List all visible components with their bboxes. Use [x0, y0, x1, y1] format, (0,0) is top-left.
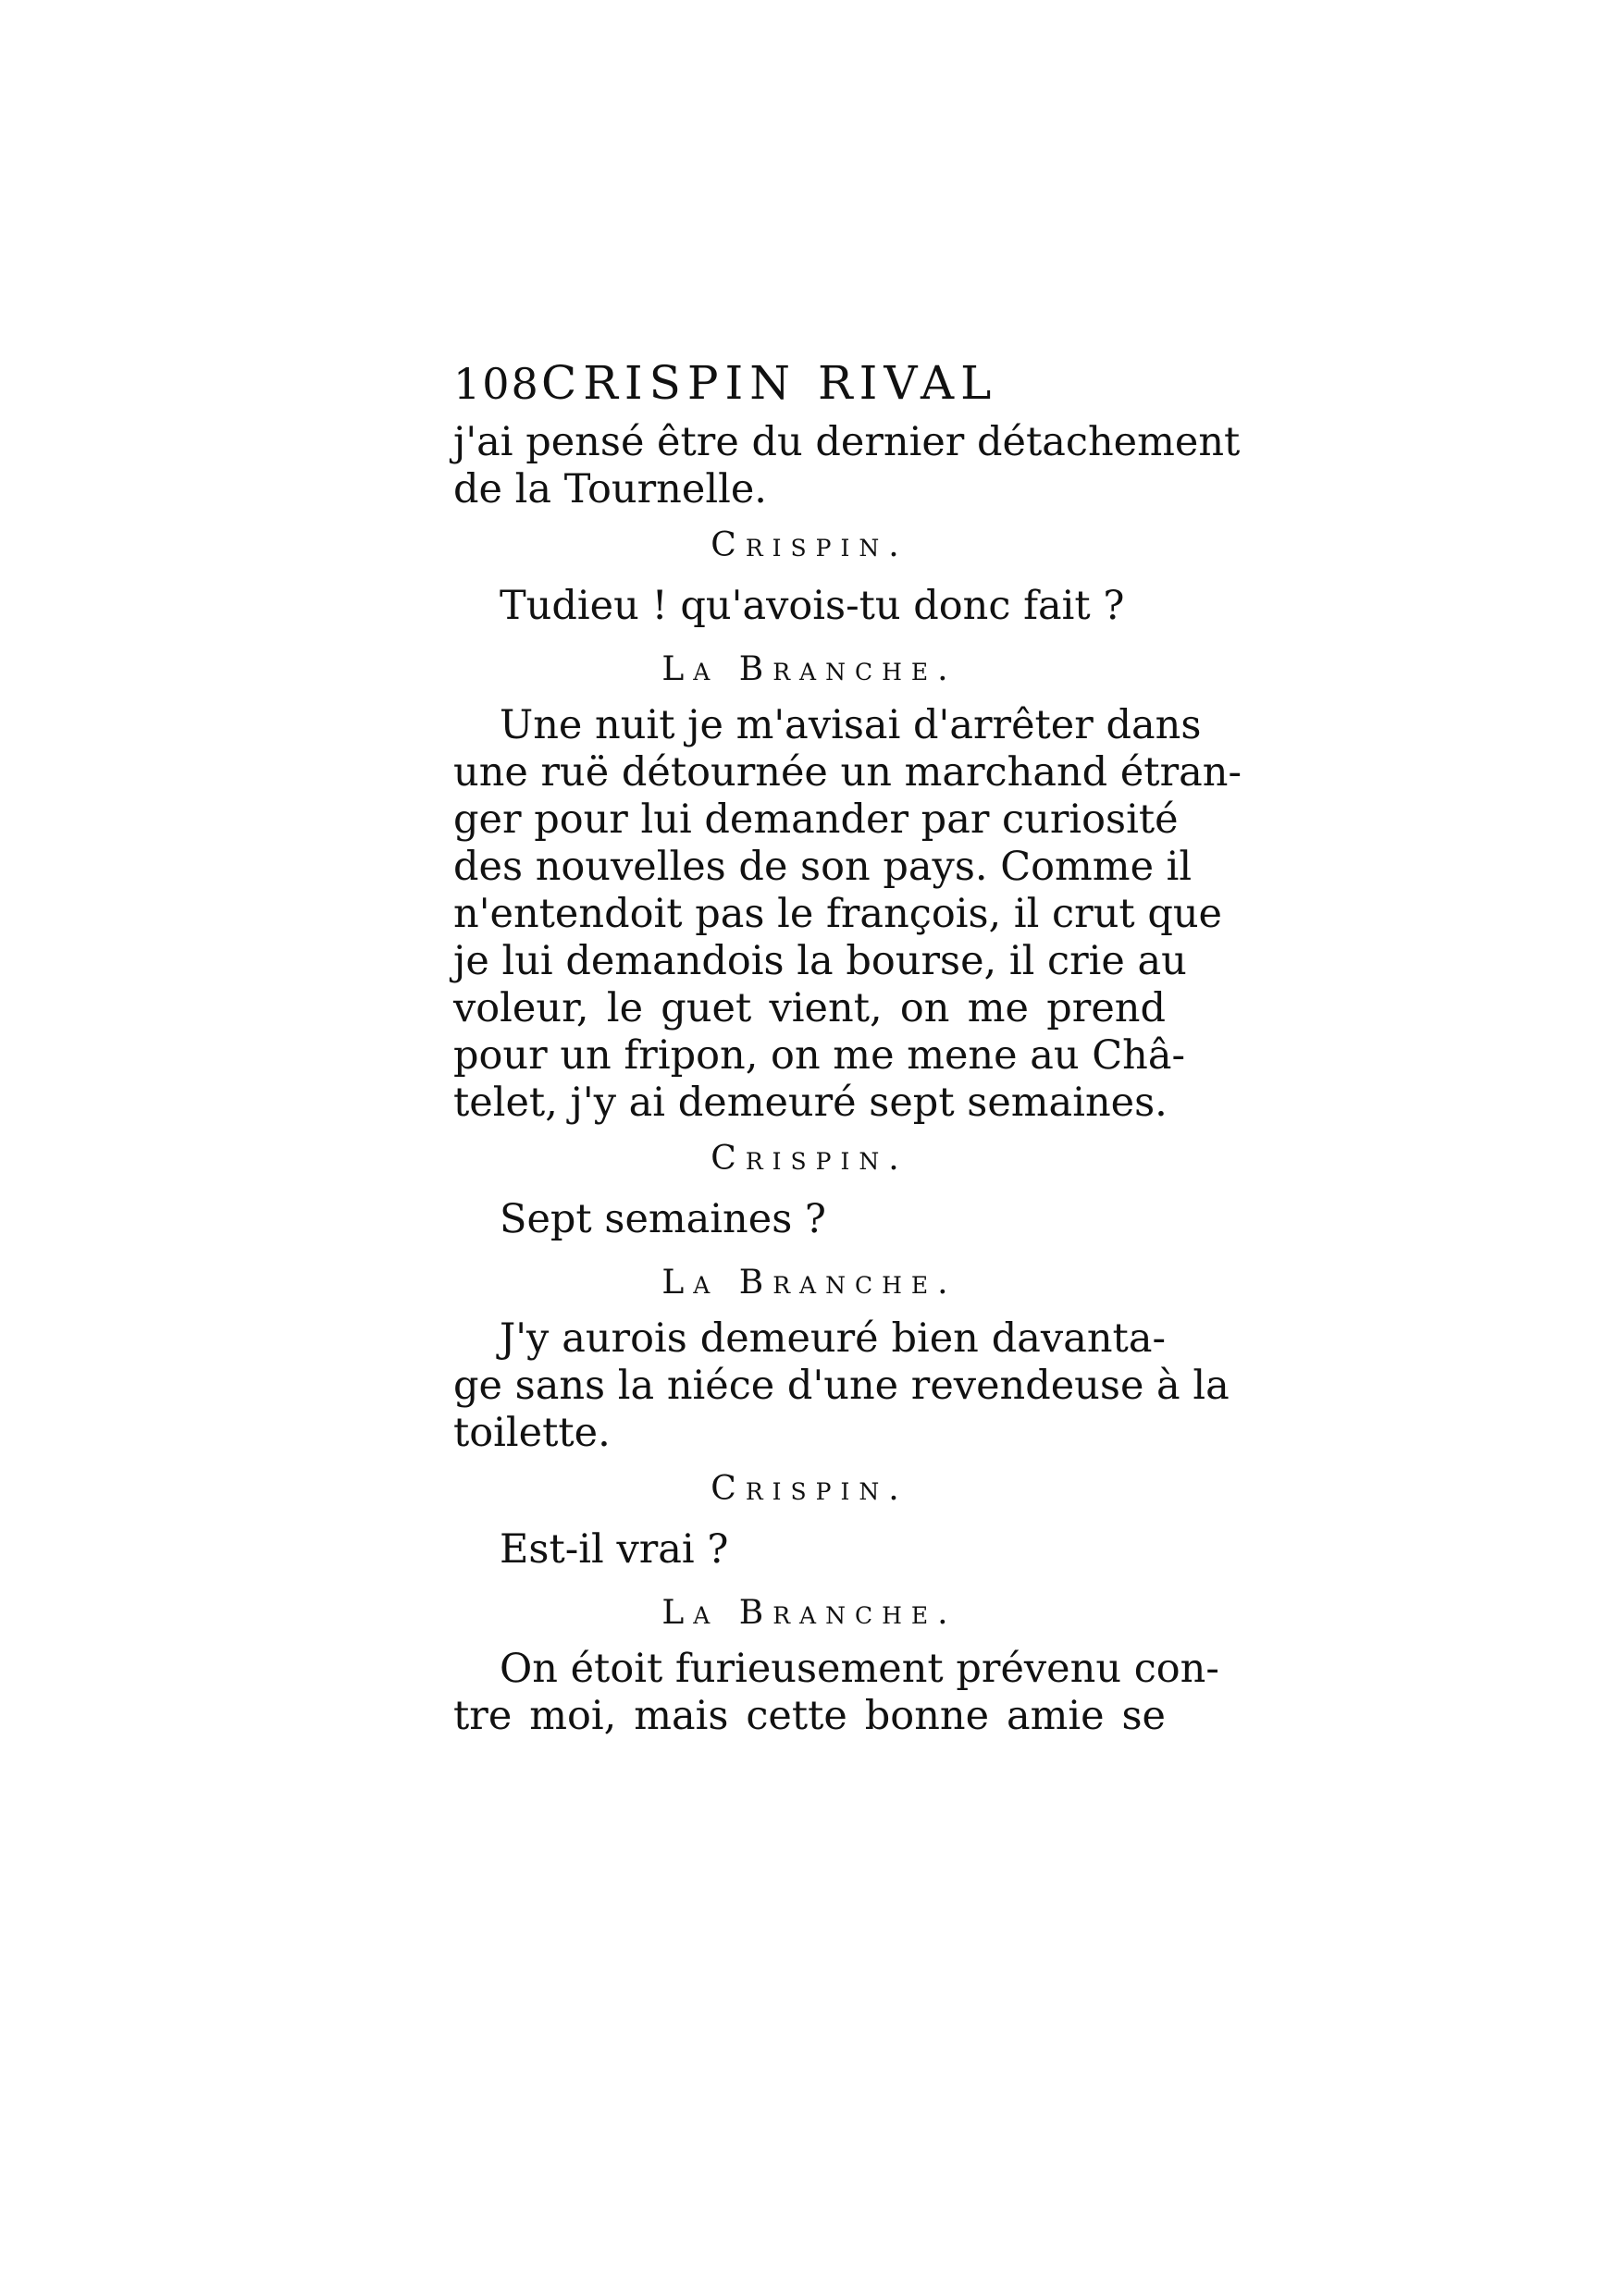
speech-line: J'y aurois demeuré bien davanta-	[500, 1315, 1166, 1362]
speech-line: n'entendoit pas le françois, il crut que	[453, 891, 1223, 937]
speech-line: Une nuit je m'avisai d'arrêter dans	[500, 702, 1202, 748]
speech-line: voleur, le guet vient, on me prend	[453, 985, 1166, 1031]
speech-line: pour un fripon, on me mene au Châ-	[453, 1032, 1185, 1079]
speech-line: toilette.	[453, 1410, 611, 1456]
speaker-name: Crispin.	[711, 1140, 908, 1178]
speech-line: tre moi, mais cette bonne amie se	[453, 1693, 1166, 1739]
speech-line: des nouvelles de son pays. Comme il	[453, 844, 1193, 890]
speaker-name: Crispin.	[711, 1470, 908, 1508]
speech-line: je lui demandois la bourse, il crie au	[453, 938, 1187, 984]
speaker-name: La Branche.	[661, 1264, 958, 1302]
running-head	[453, 356, 1166, 419]
speech-line: une ruë détournée un marchand étran-	[453, 749, 1242, 796]
speech-line: Tudieu ! qu'avois-tu donc fait ?	[500, 583, 1125, 629]
text-line: de la Tournelle.	[453, 466, 767, 512]
speaker-name: La Branche.	[661, 1594, 958, 1632]
speech-line: Est-il vrai ?	[500, 1526, 729, 1573]
speech-line: ger pour lui demander par curiosité	[453, 796, 1179, 843]
speech-line: On étoit furieusement prévenu con-	[500, 1646, 1219, 1692]
text-line: j'ai pensé être du dernier détachement	[453, 419, 1241, 465]
speech-line: telet, j'y ai demeuré sept semaines.	[453, 1080, 1168, 1126]
speaker-name: Crispin.	[711, 526, 908, 564]
running-title: CRISPIN RIVAL	[541, 356, 998, 410]
text-block	[453, 356, 1242, 1740]
speaker-name: La Branche.	[661, 650, 958, 688]
speech-line: Sept semaines ?	[500, 1196, 826, 1242]
page-number: 108	[453, 359, 540, 409]
speech-line: ge sans la niéce d'une revendeuse à la	[453, 1363, 1230, 1409]
